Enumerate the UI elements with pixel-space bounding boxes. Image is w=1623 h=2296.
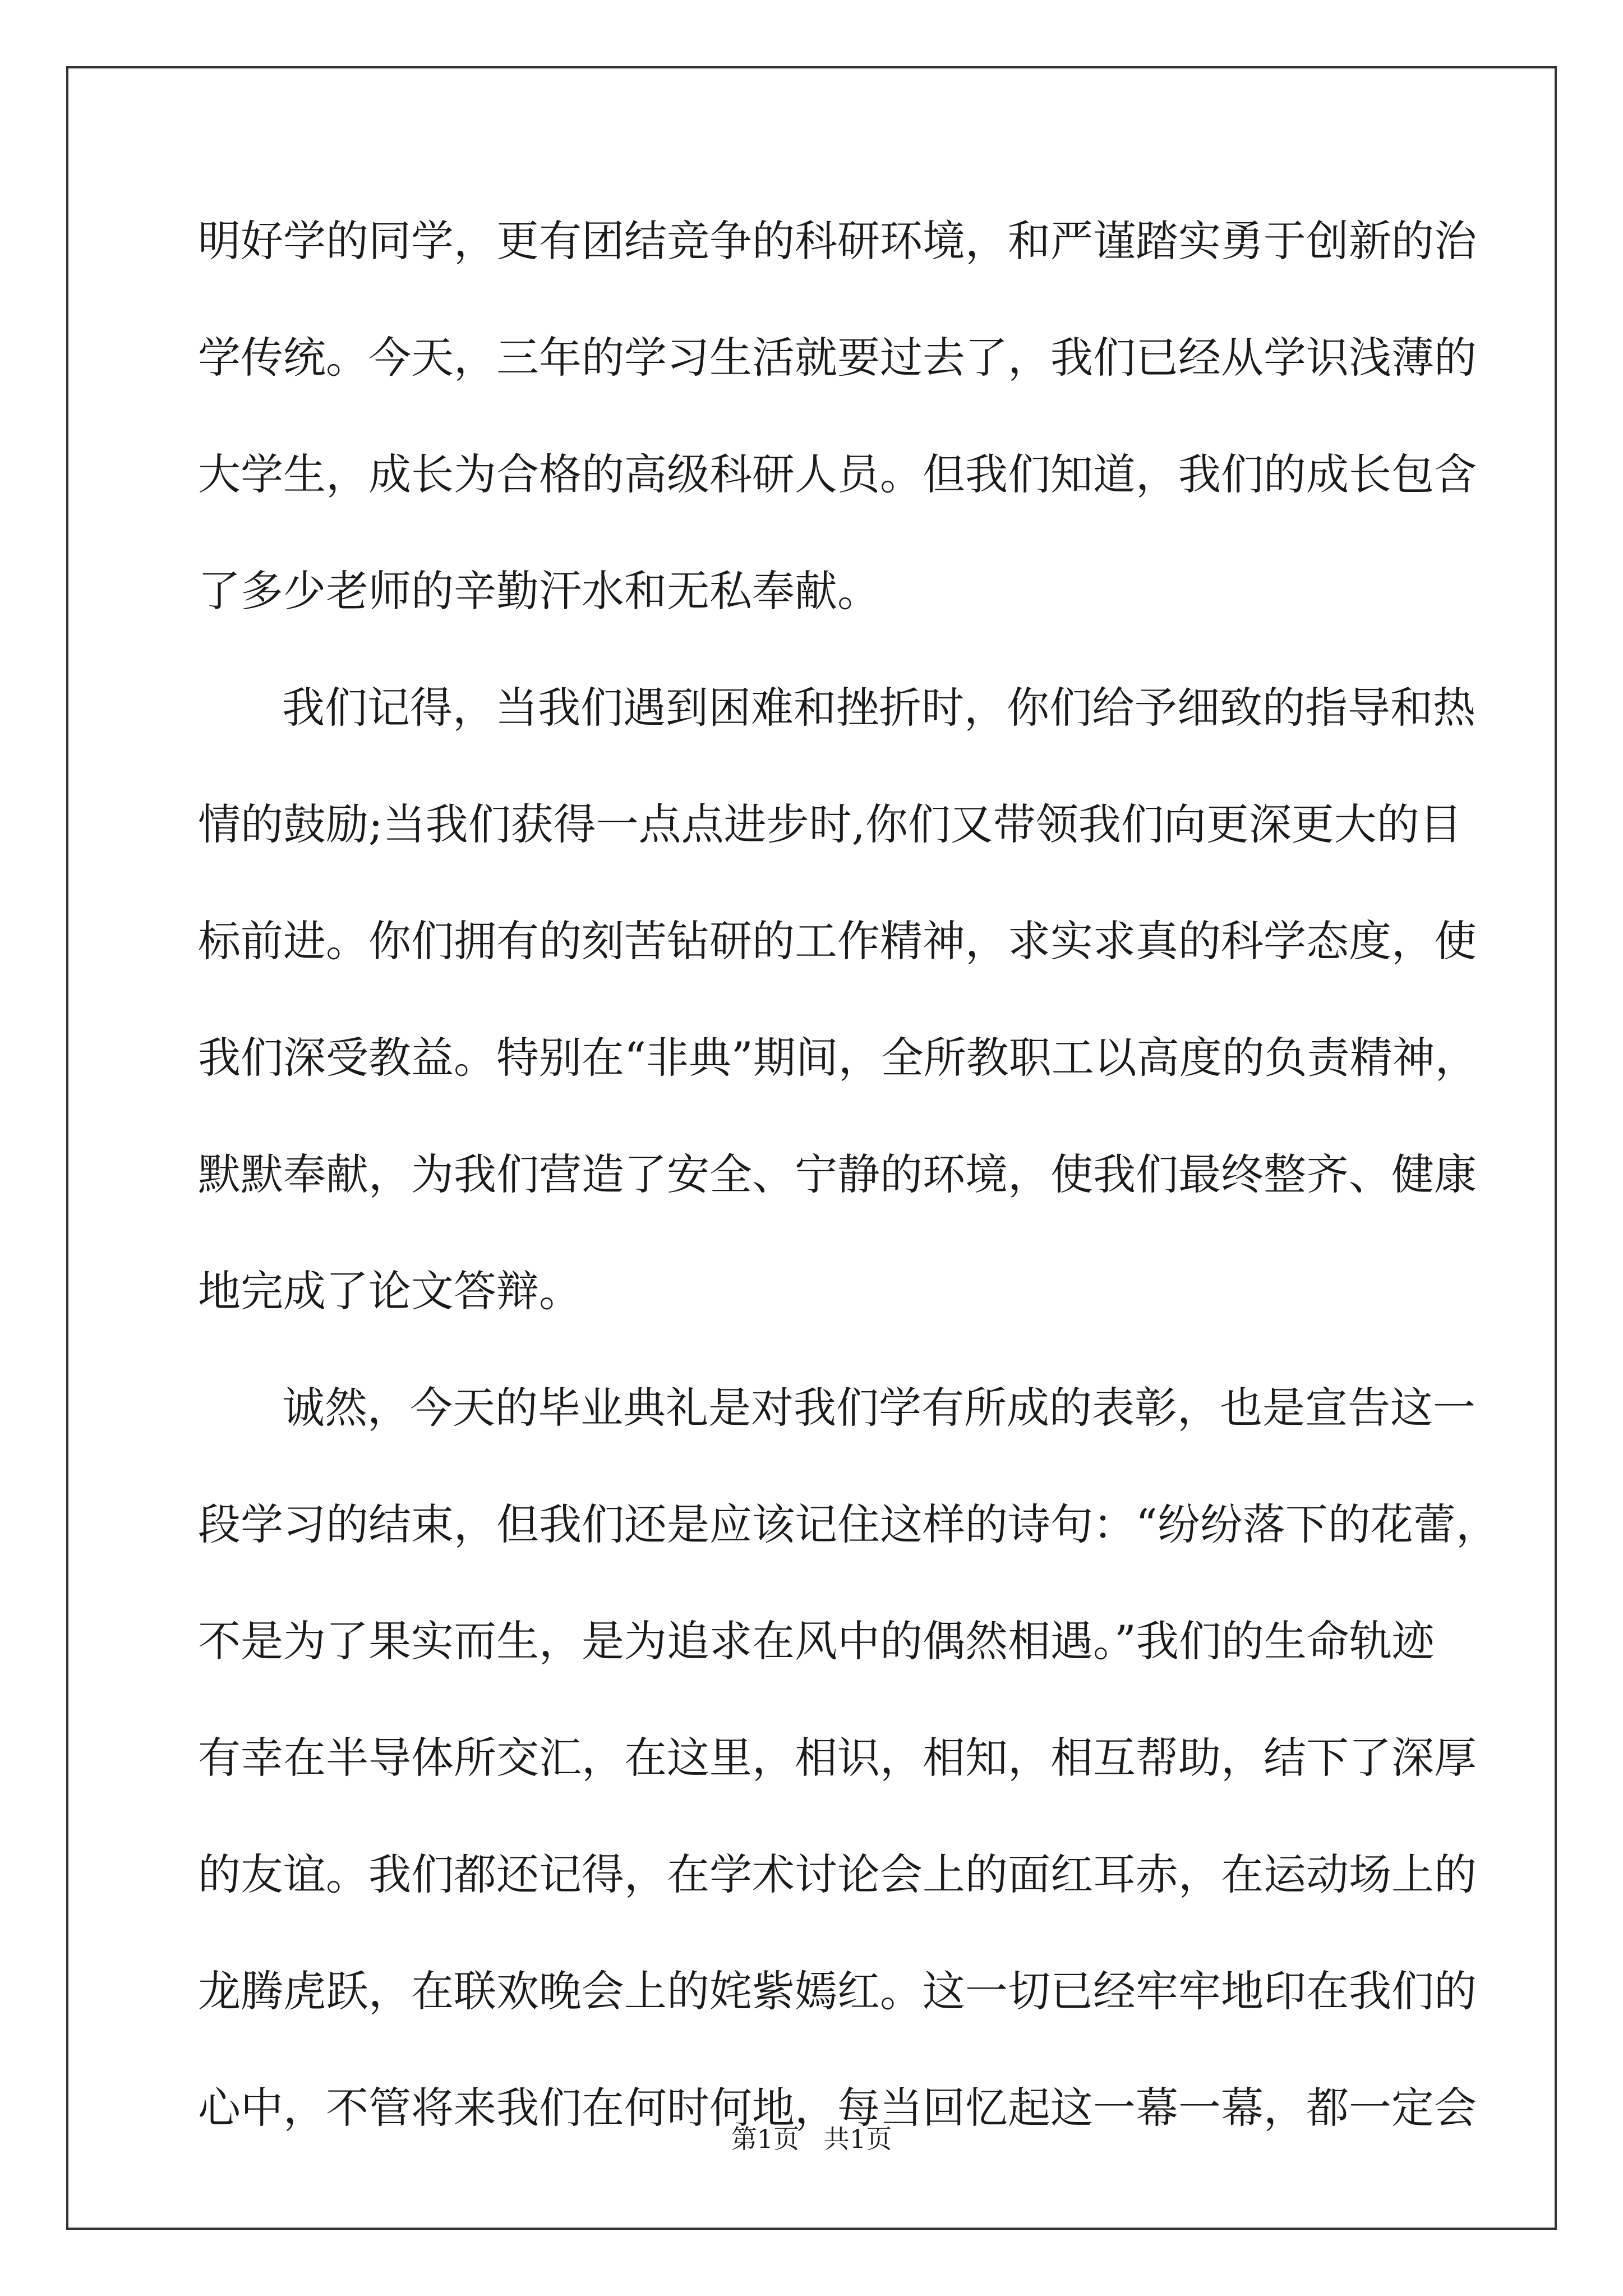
document-body (198, 216, 1498, 2200)
text-line: 段学习的结束，但我们还是应该记住这样的诗句：“纷纷落下的花蕾， (198, 1499, 1498, 1549)
text-line: 标前进。你们拥有的刻苦钻研的工作精神，求实求真的科学态度，使 (198, 916, 1477, 966)
text-line: 默默奉献，为我们营造了安全、宁静的环境，使我们最终整齐、健康 (198, 1149, 1477, 1199)
text-line: 的友谊。我们都还记得，在学术讨论会上的面红耳赤，在运动场上的 (198, 1849, 1477, 1899)
text-line: 大学生，成长为合格的高级科研人员。但我们知道，我们的成长包含 (198, 449, 1477, 499)
text-line: 有幸在半导体所交汇，在这里，相识，相知，相互帮助，结下了深厚 (198, 1733, 1477, 1783)
page-number-footer: 第1页 共1页 (731, 2124, 892, 2154)
text-line: 心中，不管将来我们在何时何地，每当回忆起这一幕一幕，都一定会 (198, 2083, 1477, 2133)
paragraph-first-line: 我们记得，当我们遇到困难和挫折时，你们给予细致的指导和热 (282, 683, 1476, 733)
text-line: 明好学的同学，更有团结竞争的科研环境，和严谨踏实勇于创新的治 (198, 216, 1477, 266)
text-line: 地完成了论文答辩。 (198, 1266, 582, 1316)
text-line: 不是为了果实而生，是为追求在风中的偶然相遇。”我们的生命轨迹 (198, 1616, 1435, 1666)
text-line: 学传统。今天，三年的学习生活就要过去了，我们已经从学识浅薄的 (198, 333, 1477, 383)
text-line: 我们深受教益。特别在“非典”期间，全所教职工以高度的负责精神， (198, 1033, 1478, 1083)
paragraph-first-line: 诚然，今天的毕业典礼是对我们学有所成的表彰，也是宣告这一 (282, 1383, 1476, 1433)
text-line: 情的鼓励;当我们获得一点点进步时,你们又带领我们向更深更大的目 (198, 799, 1462, 849)
text-line: 龙腾虎跃，在联欢晚会上的姹紫嫣红。这一切已经牢牢地印在我们的 (198, 1966, 1477, 2016)
text-line: 了多少老师的辛勤汗水和无私奉献。 (198, 566, 880, 616)
